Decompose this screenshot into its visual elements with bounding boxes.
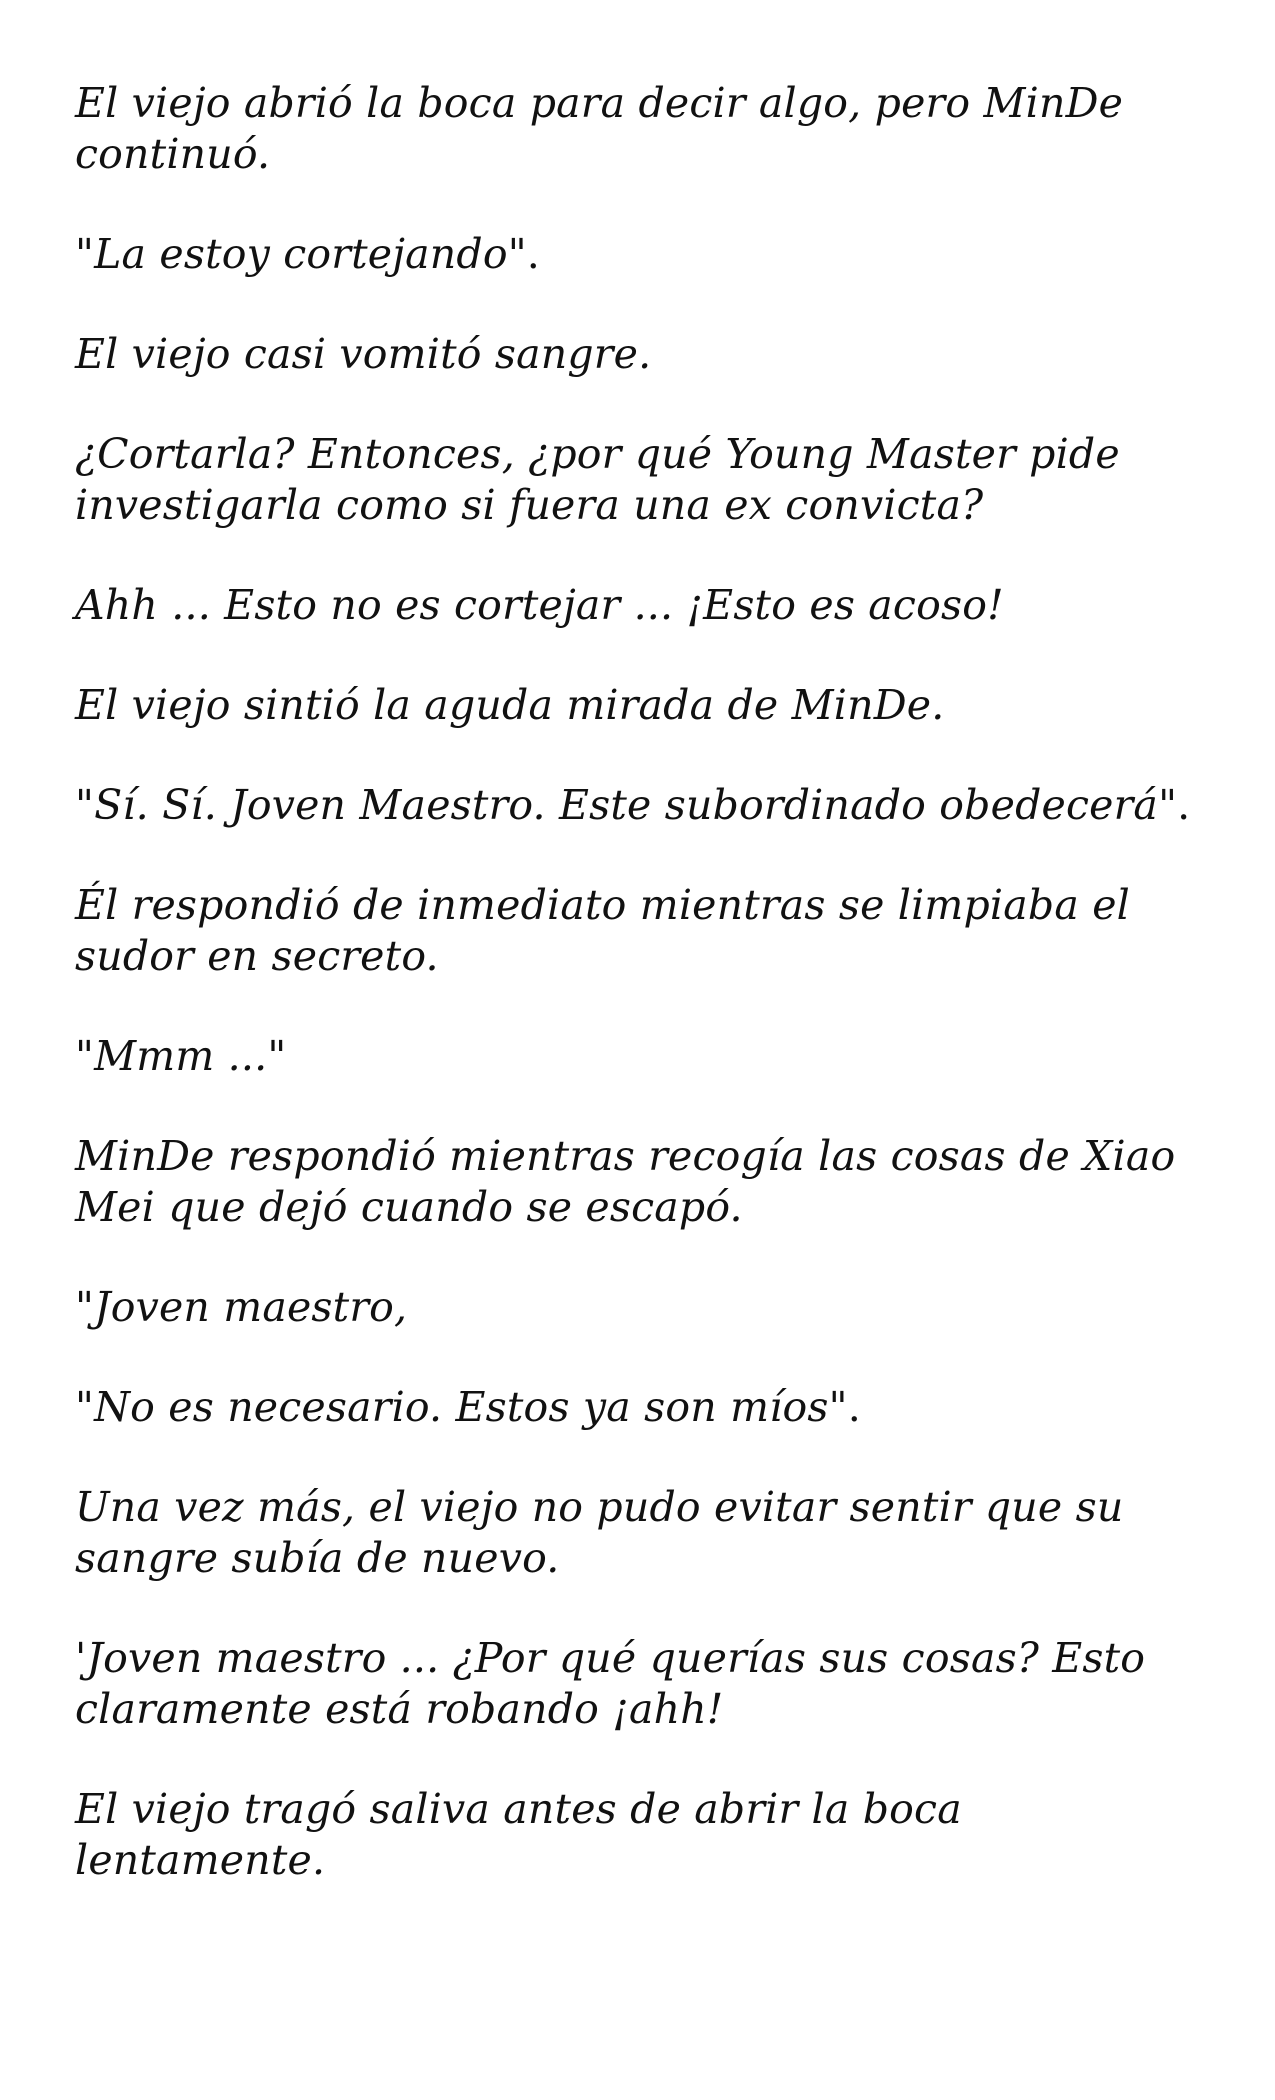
paragraph-6 [75,680,1215,731]
paragraph-text: Él respondió de inmediato mientras se limpiaba el sudor en secreto. [75,881,1130,980]
paragraph-text: Joven maestro ... ¿Por qué querías sus cosas? Esto claramente está robando ¡ahh! [75,1634,1146,1733]
open-quote: " [75,1032,95,1080]
paragraph-text: Mmm ... [94,1032,268,1080]
paragraph-1 [75,78,1215,180]
open-quote: ' [75,1634,87,1682]
paragraph-text: Una vez más, el viejo no pudo evitar sentir que su sangre subía de nuevo. [75,1483,1124,1582]
paragraph-text: El viejo abrió la boca para decir algo, pero MinDe continuó. [75,79,1124,178]
close-quote: " [267,1032,287,1080]
paragraph-15 [75,1784,1215,1886]
paragraph-8 [75,880,1215,982]
open-quote: " [75,1383,95,1431]
paragraph-3 [75,329,1215,380]
paragraph-text: No es necesario. Estos ya son míos [94,1383,829,1431]
paragraph-12 [75,1382,1215,1433]
paragraph-text: El viejo tragó saliva antes de abrir la boca lentamente. [75,1785,962,1884]
paragraph-14 [75,1633,1215,1735]
paragraph-5 [75,580,1215,631]
paragraph-text: Joven maestro, [94,1283,408,1331]
paragraph-text: ¿Cortarla? Entonces, ¿por qué Young Master pide investigarla como si fuera una ex convicta? [75,430,1120,529]
open-quote: " [75,230,95,278]
paragraph-text: El viejo sintió la aguda mirada de MinDe. [75,681,945,729]
close-quote: ". [1158,781,1191,829]
paragraph-text: La estoy cortejando [94,230,508,278]
close-quote: ". [507,230,540,278]
paragraph-4 [75,429,1215,531]
paragraph-text: MinDe respondió mientras recogía las cosas de Xiao Mei que dejó cuando se escapó. [75,1132,1176,1231]
paragraph-13 [75,1482,1215,1584]
paragraph-text: Ahh ... Esto no es cortejar ... ¡Esto es acoso! [75,581,1004,629]
open-quote: " [75,781,95,829]
paragraph-text: El viejo casi vomitó sangre. [75,330,652,378]
paragraph-7 [75,780,1215,831]
paragraph-2 [75,229,1215,280]
paragraph-10 [75,1131,1215,1233]
paragraph-9 [75,1031,1215,1082]
close-quote: ". [828,1383,861,1431]
paragraph-text: Sí. Sí. Joven Maestro. Este subordinado obedecerá [94,781,1159,829]
paragraph-11 [75,1282,1215,1333]
open-quote: " [75,1283,95,1331]
